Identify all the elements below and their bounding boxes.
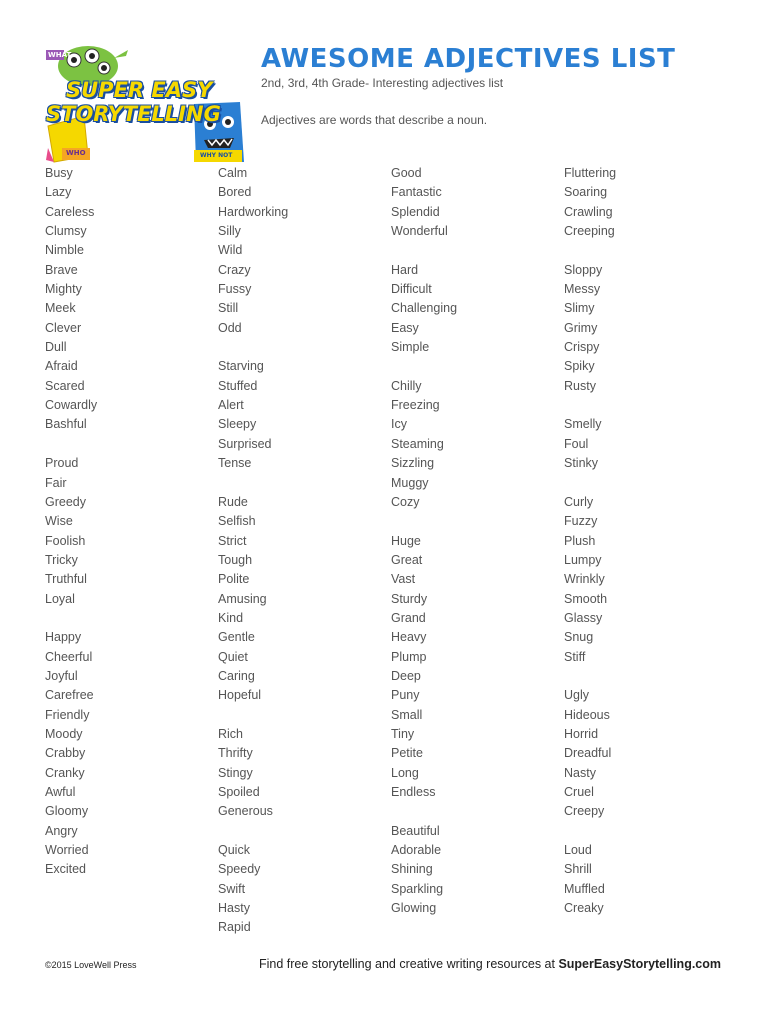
- list-spacer: [564, 474, 729, 493]
- adjective-item: Crabby: [45, 746, 86, 761]
- adjective-item: Odd: [218, 320, 242, 335]
- adjective-item: Simple: [391, 340, 430, 355]
- adjective-item: Creepy: [564, 804, 605, 819]
- adjective-item: Awful: [45, 785, 76, 799]
- adjective-item: Good: [391, 166, 422, 180]
- list-spacer: [564, 396, 729, 415]
- adjective-item: Generous: [218, 804, 273, 819]
- logo-tag-what: WHAT: [48, 51, 72, 59]
- adjective-item: Muffled: [564, 881, 605, 896]
- adjective-item: Afraid: [45, 359, 78, 374]
- adjective-item: Brave: [45, 262, 78, 277]
- adjective-item: Stinky: [564, 456, 599, 471]
- adjective-item: Shining: [391, 862, 433, 877]
- adjective-item: Great: [391, 552, 423, 567]
- adjective-item: Calm: [218, 166, 248, 180]
- adjective-column-2: [218, 164, 383, 938]
- list-spacer: [564, 822, 729, 841]
- adjective-item: Sparkling: [391, 881, 444, 896]
- footer-resources-text: Find free storytelling and creative writing resources at: [259, 957, 559, 971]
- adjective-item: Bored: [218, 185, 252, 200]
- adjective-item: Chilly: [391, 378, 422, 393]
- adjective-item: Friendly: [45, 707, 90, 722]
- adjective-item: Crazy: [218, 262, 251, 277]
- adjective-item: Amusing: [218, 591, 267, 606]
- adjective-item: Soaring: [564, 185, 608, 200]
- adjective-item: Mighty: [45, 282, 82, 297]
- adjective-item: Grimy: [564, 320, 598, 335]
- adjective-item: Long: [391, 765, 419, 780]
- list-spacer: [218, 474, 383, 493]
- adjective-item: Joyful: [45, 668, 78, 683]
- adjective-item: Scared: [45, 378, 85, 393]
- adjective-item: Thrifty: [218, 746, 253, 761]
- adjective-item: Speedy: [218, 862, 261, 877]
- adjective-item: Nimble: [45, 243, 84, 258]
- adjective-item: Tough: [218, 552, 253, 567]
- adjective-item: Wild: [218, 243, 243, 258]
- footer-resources: [259, 957, 721, 971]
- adjective-item: Fantastic: [391, 185, 442, 200]
- adjective-item: Fair: [45, 475, 67, 490]
- adjective-column-3: [391, 164, 556, 918]
- adjective-item: Grand: [391, 610, 426, 625]
- adjective-item: Challenging: [391, 301, 458, 316]
- logo-tag-who: WHO: [66, 149, 86, 157]
- adjective-item: Deep: [391, 668, 421, 683]
- adjective-item: Angry: [45, 823, 78, 838]
- adjective-item: Slimy: [564, 301, 595, 316]
- adjective-item: Tricky: [45, 552, 78, 567]
- adjective-item: Carefree: [45, 688, 94, 703]
- adjective-item: Plush: [564, 533, 596, 548]
- adjective-item: Creaky: [564, 901, 604, 916]
- adjective-item: Still: [218, 301, 239, 316]
- adjective-item: Heavy: [391, 630, 427, 645]
- list-spacer: [45, 609, 210, 628]
- adjective-item: Sturdy: [391, 591, 428, 606]
- adjective-item: Dreadful: [564, 746, 612, 761]
- adjective-item: Wonderful: [391, 224, 448, 239]
- adjective-item: Ugly: [564, 688, 590, 703]
- adjective-item: Quick: [218, 843, 250, 858]
- adjective-item: Glowing: [391, 901, 437, 916]
- adjective-item: Foolish: [45, 533, 86, 548]
- adjective-item: Muggy: [391, 475, 429, 490]
- adjective-item: Small: [391, 707, 423, 722]
- adjective-item: Fussy: [218, 282, 252, 297]
- logo-line-1: SUPER EASY: [66, 78, 213, 102]
- adjective-item: Shrill: [564, 862, 592, 877]
- adjective-item: Huge: [391, 533, 421, 548]
- adjective-item: Freezing: [391, 398, 440, 413]
- adjective-item: Adorable: [391, 843, 442, 858]
- adjective-item: Plump: [391, 649, 427, 664]
- adjective-item: Rude: [218, 494, 248, 509]
- adjective-item: Silly: [218, 224, 241, 239]
- list-spacer: [391, 241, 556, 260]
- adjective-item: Sizzling: [391, 456, 435, 471]
- adjective-item: Gentle: [218, 630, 255, 645]
- adjective-item: Wrinkly: [564, 572, 605, 587]
- adjective-item: Stuffed: [218, 378, 258, 393]
- adjective-item: Wise: [45, 514, 73, 529]
- logo-tag-why-not: WHY NOT: [200, 152, 233, 159]
- adjective-item: Moody: [45, 726, 83, 741]
- list-spacer: [564, 667, 729, 686]
- adjective-item: Polite: [218, 572, 250, 587]
- adjective-item: Clumsy: [45, 224, 87, 239]
- list-spacer: [564, 241, 729, 260]
- copyright: ©2015 LoveWell Press: [45, 960, 137, 970]
- adjective-item: Kind: [218, 610, 244, 625]
- adjective-item: Easy: [391, 320, 419, 335]
- adjective-item: Difficult: [391, 282, 432, 297]
- adjective-item: Strict: [218, 533, 247, 548]
- adjective-item: Messy: [564, 282, 601, 297]
- adjective-item: Puny: [391, 688, 420, 703]
- page-title: AWESOME ADJECTIVES LIST: [261, 44, 676, 74]
- adjective-item: Foul: [564, 436, 589, 451]
- adjective-item: Beautiful: [391, 823, 440, 838]
- adjective-item: Bashful: [45, 417, 87, 432]
- adjective-item: Smelly: [564, 417, 602, 432]
- adjective-item: Glassy: [564, 610, 603, 625]
- adjective-item: Stingy: [218, 765, 253, 780]
- adjective-item: Cranky: [45, 765, 85, 780]
- adjective-item: Careless: [45, 204, 95, 219]
- adjective-item: Caring: [218, 668, 255, 683]
- adjective-item: Dull: [45, 340, 67, 355]
- adjective-item: Lazy: [45, 185, 72, 200]
- adjective-item: Tense: [218, 456, 252, 471]
- adjective-item: Steaming: [391, 436, 444, 451]
- adjective-item: Hardworking: [218, 204, 289, 219]
- adjective-item: Cheerful: [45, 649, 93, 664]
- adjective-item: Spiky: [564, 359, 595, 374]
- adjective-item: Worried: [45, 843, 89, 858]
- adjective-item: Rich: [218, 726, 244, 741]
- adjective-item: Gloomy: [45, 804, 89, 819]
- adjective-item: Hideous: [564, 707, 610, 722]
- footer-site-link[interactable]: SuperEasyStorytelling.com: [558, 957, 722, 971]
- adjective-item: Stiff: [564, 649, 586, 664]
- adjective-item: Fluttering: [564, 166, 617, 180]
- adjective-item: Quiet: [218, 649, 248, 664]
- adjective-item: Cruel: [564, 785, 594, 799]
- adjective-item: Meek: [45, 301, 76, 316]
- adjective-item: Creeping: [564, 224, 615, 239]
- adjective-item: Nasty: [564, 765, 596, 780]
- adjective-item: Alert: [218, 398, 244, 413]
- list-spacer: [391, 802, 556, 821]
- adjective-item: Loyal: [45, 591, 75, 606]
- adjective-item: Snug: [564, 630, 594, 645]
- adjective-item: Hopeful: [218, 688, 262, 703]
- logo-line-2: STORYTELLING: [46, 102, 221, 126]
- list-spacer: [218, 706, 383, 725]
- list-spacer: [391, 357, 556, 376]
- adjective-item: Sloppy: [564, 262, 603, 277]
- page-subtitle: 2nd, 3rd, 4th Grade- Interesting adjectives list: [261, 76, 504, 90]
- adjective-item: Busy: [45, 166, 73, 180]
- adjective-item: Horrid: [564, 726, 599, 741]
- adjective-item: Curly: [564, 494, 594, 509]
- adjective-item: Loud: [564, 843, 592, 858]
- adjective-item: Swift: [218, 881, 246, 896]
- adjective-item: Endless: [391, 785, 436, 799]
- adjective-item: Excited: [45, 862, 86, 877]
- adjective-item: Splendid: [391, 204, 440, 219]
- adjective-item: Hasty: [218, 901, 250, 916]
- intro-text: Adjectives are words that describe a noun.: [261, 113, 488, 127]
- adjective-item: Truthful: [45, 572, 87, 587]
- adjective-item: Proud: [45, 456, 79, 471]
- list-spacer: [391, 512, 556, 531]
- adjective-item: Hard: [391, 262, 419, 277]
- adjective-item: Fuzzy: [564, 514, 598, 529]
- adjective-item: Sleepy: [218, 417, 257, 432]
- adjective-item: Lumpy: [564, 552, 602, 567]
- adjective-item: Starving: [218, 359, 264, 374]
- logo: [44, 44, 246, 164]
- adjective-item: Rapid: [218, 920, 251, 935]
- adjective-item: Selfish: [218, 514, 256, 529]
- adjective-item: Spoiled: [218, 785, 260, 799]
- adjective-item: Surprised: [218, 436, 272, 451]
- adjective-item: Petite: [391, 746, 423, 761]
- adjective-item: Crawling: [564, 204, 613, 219]
- adjective-item: Icy: [391, 417, 407, 432]
- adjective-column-4: [564, 164, 729, 918]
- adjective-item: Vast: [391, 572, 416, 587]
- adjective-item: Clever: [45, 320, 82, 335]
- adjective-item: Cozy: [391, 494, 420, 509]
- adjective-column-1: [45, 164, 210, 880]
- adjective-item: Tiny: [391, 726, 415, 741]
- adjective-item: Greedy: [45, 494, 86, 509]
- adjective-item: Happy: [45, 630, 82, 645]
- adjective-item: Smooth: [564, 591, 608, 606]
- list-spacer: [45, 435, 210, 454]
- adjective-item: Cowardly: [45, 398, 98, 413]
- adjective-item: Crispy: [564, 340, 600, 355]
- adjective-item: Rusty: [564, 378, 596, 393]
- list-spacer: [218, 338, 383, 357]
- list-spacer: [218, 822, 383, 841]
